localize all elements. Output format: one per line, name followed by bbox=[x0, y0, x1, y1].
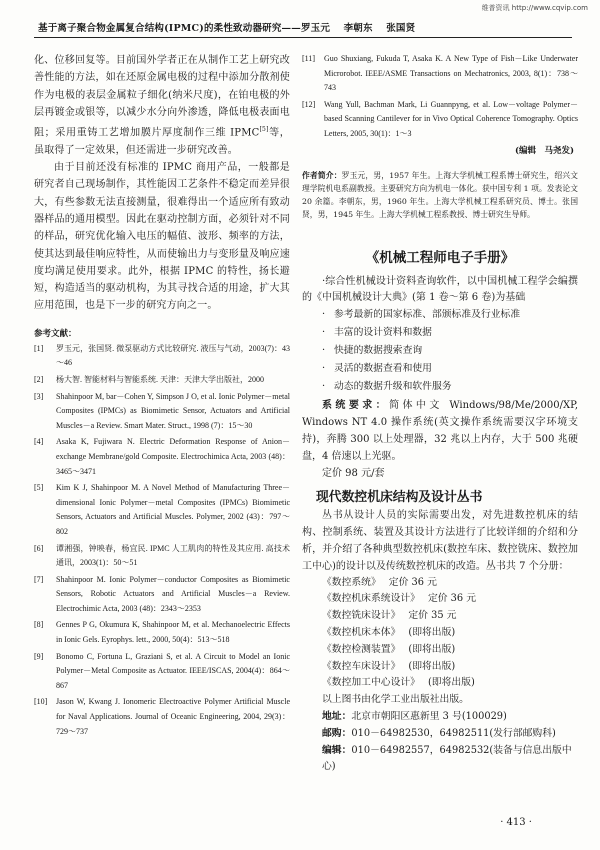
book-price: 定价 36 元 bbox=[427, 593, 477, 605]
reference-item bbox=[34, 373, 290, 388]
book-item bbox=[302, 642, 578, 659]
series-title: 现代数控机床结构及设计丛书 bbox=[316, 489, 483, 505]
reference-text: Gennes P G, Okumura K, Shahinpoor M, et al. Mechanoelectric Effects in Ionic Gels. Eyrophys. lett., 2000, 50(4)：513～518 bbox=[56, 620, 290, 645]
editorial-contact bbox=[302, 743, 578, 777]
book-price: (即将出版) bbox=[408, 626, 456, 638]
book-title: 《数控铣床设计》 bbox=[322, 610, 401, 622]
feature-text: 灵活的数据查看和使用 bbox=[334, 362, 432, 374]
references-heading: 参考文献： bbox=[34, 328, 77, 339]
reference-text: Jason W, Kwang J. Ionomeric Electroactive Polymer Artificial Muscle for Naval Applications. Journal of Oceanic Engineering, 2004, 29(3)：729～737 bbox=[56, 697, 290, 736]
feature-text: 快捷的数据搜索查询 bbox=[334, 344, 423, 356]
reference-item bbox=[34, 481, 290, 539]
reference-item bbox=[34, 542, 290, 571]
author-bio-text: 罗玉元，男，1957 年生。上海大学机械工程系博士研究生，绍兴文理学院机电系副教授。主要研究方向为机电一体化。获中国专利 1 项。发表论文 20 余篇。李朝东，男，1960 年生。上海大学机械工程系研究员、博士。张国贤，男，1945 年生。上海大学机械工程系教授、博士研究生导师。 bbox=[302, 170, 578, 219]
reference-number: [5] bbox=[34, 483, 44, 493]
reference-number: [7] bbox=[34, 574, 44, 584]
reference-text: Shahinpoor M. Ionic Polymer－conductor Composites as Biomimetic Sensors, Robotic Actuators and Artificial Muscles－a Review. Electrochimic Acta, 2003 (48)：2343～2353 bbox=[56, 574, 290, 613]
bullet-dot-icon: · bbox=[322, 344, 326, 356]
system-requirements bbox=[302, 397, 578, 465]
editorial-text: 010－64982557，64982532(装备与信息出版中心) bbox=[322, 744, 572, 773]
book-title: 《数控系统》 bbox=[322, 576, 381, 588]
feature-item bbox=[302, 306, 578, 324]
ad-title: 《机械工程师电子手册》 bbox=[365, 249, 515, 266]
ad-intro: ·综合性机械设计资料查询软件，以中国机械工程学会编撰的《中国机械设计大典》(第 1 卷～第 6 卷)为基础 bbox=[302, 275, 578, 303]
running-head-title: 基于离子聚合物金属复合结构(IPMC)的柔性致动器研究——罗玉元 bbox=[38, 23, 331, 34]
reference-list-continued bbox=[302, 52, 578, 142]
feature-list bbox=[302, 306, 578, 396]
reference-number: [10] bbox=[34, 697, 48, 707]
book-title: 《数控车床设计》 bbox=[322, 660, 401, 672]
body-paragraph-1 bbox=[34, 52, 290, 159]
book-title: 《数控机床本体》 bbox=[322, 626, 401, 638]
book-price: 定价 35 元 bbox=[408, 610, 457, 622]
reference-text: Wang Yull, Bachman Mark, Li Guannpyng, et al. Low－voltage Polymer－based Scanning Cantilever for in Vivo Optical Coherence Tomography. Optics Letters, 2005, 30(1)：1～3 bbox=[324, 99, 578, 138]
book-item bbox=[302, 625, 578, 642]
reference-text: Asaka K, Fujiwara N. Electric Deformation Response of Anion－exchange Membrane/gold Composite. Electrochimica Acta, 2003 (48)：3465～3471 bbox=[56, 437, 290, 476]
reference-number: [9] bbox=[34, 651, 44, 661]
requirement-label: 系统要求： bbox=[322, 399, 390, 411]
reference-text: Guo Shuxiang, Fukuda T, Asaka K. A New Type of Fish－Like Underwater Microrobot. IEEE/ASME Transactions on Mechatronics, 2003, 8(1)：738～743 bbox=[324, 54, 578, 93]
price: 定价 98 元/套 bbox=[322, 467, 385, 479]
reference-number: [6] bbox=[34, 543, 44, 553]
reference-number: [12] bbox=[302, 99, 316, 109]
reference-list bbox=[34, 342, 290, 739]
reference-text: Kim K J, Shahinpoor M. A Novel Method of Manufacturing Three－dimensional Ionic Polymer－metal Composites (IPMCs) Biomimetic Sensors, Actuators and Artificial Muscles. Polymer, 2002 (43)：797～802 bbox=[56, 483, 290, 536]
reference-number: [4] bbox=[34, 437, 44, 447]
book-price: (即将出版) bbox=[408, 660, 456, 672]
editorial-label: 编辑： bbox=[322, 744, 352, 756]
book-title: 《数控检测装置》 bbox=[322, 643, 401, 655]
requirement-text: 简体中文 Windows/98/Me/2000/XP, Windows NT 4.0 操作系统(英文操作系统需要汉字环境支持)，奔腾 300 以上处理器，32 兆以上内存，大于 500 兆硬盘，4 倍速以上光驱。 bbox=[302, 399, 578, 462]
feature-item bbox=[302, 342, 578, 360]
reference-text: 杨大智. 智能材料与智能系统. 天津：天津大学出版社，2000 bbox=[56, 374, 264, 384]
postal-label: 邮购： bbox=[322, 727, 352, 739]
watermark: 维普资讯 http://www.cqvip.com bbox=[481, 4, 588, 12]
book-item bbox=[302, 659, 578, 676]
bullet-dot-icon: · bbox=[322, 362, 326, 374]
para1-text: 化、位移回复等。目前国外学者正在从制作工艺上研究改善性能的方法，如在还原金属电极的过程中添加分散剂使作为电极的表层金属粒子细化(纳米尺度)，在铂电极的外层再镀金或银等，以减少水分向外渗透，降低电极表面电阻；采用重铸工艺增加膜片厚度制作三维 IPMC bbox=[34, 55, 290, 139]
reference-number: [11] bbox=[302, 54, 316, 63]
book-title: 《数控加工中心设计》 bbox=[322, 677, 420, 689]
feature-item bbox=[302, 324, 578, 342]
running-head-author-3: 张国贤 bbox=[386, 23, 416, 34]
bullet-dot-icon: · bbox=[322, 380, 326, 392]
reference-item bbox=[34, 573, 290, 617]
reference-item bbox=[34, 342, 290, 371]
reference-item bbox=[302, 52, 578, 96]
reference-item bbox=[34, 435, 290, 479]
address-label: 地址： bbox=[322, 710, 352, 722]
body-paragraph-2: 由于目前还没有标准的 IPMC 商用产品，一般都是研究者自己现场制作，其性能因工艺条件不稳定而差异很大，有些参数无法直接测量，很难得出一个适应所有致动器样品的通用模型。因此在驱动控制方面，必须针对不同的样品，研究优化输入电压的幅值、波形、频率的方法，使其达到最佳响应特性，从而使输出力与变形量及响应速度均满足使用要求。此外，根据 IPMC 的特性，扬长避短，构造适当的驱动机构，为其寻找合适的用途，扩大其应用范围，也是下一步的研究方向之一。 bbox=[34, 162, 290, 312]
book-item bbox=[302, 591, 578, 608]
bullet-dot-icon: · bbox=[322, 308, 326, 320]
author-label: 作者简介： bbox=[302, 170, 342, 180]
reference-item bbox=[34, 650, 290, 694]
editor-note: (编辑 马尧发) bbox=[514, 145, 574, 156]
series-intro: 丛书从设计人员的实际需要出发，对先进数控机床的结构、控制系统、装置及其设计方法进行了比较详细的介绍和分析，并介绍了各种典型数控机床(数控车床、数控铣床、数控加工中心)的设计以及传统数控机床的改造。丛书共 7 个分册： bbox=[302, 509, 578, 572]
book-title: 《数控机床系统设计》 bbox=[322, 593, 420, 605]
book-price: 定价 36 元 bbox=[388, 576, 437, 588]
postal-text: 010－64982530，64982511(发行部邮购科) bbox=[351, 727, 556, 739]
reference-text: 罗玉元，张国贤. 微泵驱动方式比较研究. 液压与气动，2003(7)：43～46 bbox=[56, 343, 290, 368]
right-column bbox=[302, 52, 578, 822]
reference-text: Shahinpoor M, bar－Cohen Y, Simpson J O, et al. Ionic Polymer－metal Composites (IPMCs) as Biomimetic Sensor, Actuators and Artificial Muscles－a Review. Smart Mater. Struct., 1998 (7)：15～30 bbox=[56, 391, 290, 430]
feature-text: 丰富的设计资料和数据 bbox=[334, 326, 432, 338]
reference-text: 谭湘强，钟映春，杨宜民. IPMC 人工肌肉的特性及其应用. 高技术通讯，2003(1)：50～51 bbox=[56, 543, 290, 568]
reference-number: [3] bbox=[34, 391, 44, 401]
publisher-note: 以上图书由化学工业出版社出版。 bbox=[322, 694, 469, 706]
address-text: 北京市朝阳区惠新里 3 号(100029) bbox=[351, 710, 507, 722]
book-price: (即将出版) bbox=[408, 643, 456, 655]
left-column bbox=[34, 52, 290, 827]
reference-number: [1] bbox=[34, 343, 44, 353]
reference-number: [2] bbox=[34, 374, 44, 384]
running-head bbox=[38, 20, 563, 34]
author-bio bbox=[302, 169, 578, 221]
reference-item bbox=[34, 390, 290, 434]
reference-item bbox=[302, 98, 578, 142]
header-rule bbox=[34, 37, 572, 38]
book-item bbox=[302, 575, 578, 592]
para1-end: 等，虽取得了一定效果，但还需进一步研究改善。 bbox=[34, 127, 290, 156]
reference-item bbox=[34, 695, 290, 739]
bullet-dot-icon: · bbox=[322, 326, 326, 338]
feature-item bbox=[302, 360, 578, 378]
running-head-author-2: 李朝东 bbox=[343, 23, 373, 34]
book-item bbox=[302, 675, 578, 692]
page-number: · 413 · bbox=[500, 817, 532, 828]
address bbox=[302, 709, 578, 726]
reference-number: [8] bbox=[34, 620, 44, 630]
reference-item bbox=[34, 618, 290, 647]
postal-order bbox=[302, 726, 578, 743]
feature-item bbox=[302, 378, 578, 396]
feature-text: 参考最新的国家标准、部颁标准及行业标准 bbox=[334, 308, 521, 320]
feature-text: 动态的数据升级和软件服务 bbox=[334, 380, 452, 392]
book-item bbox=[302, 608, 578, 625]
book-price: (即将出版) bbox=[427, 677, 475, 689]
citation-5: [5] bbox=[259, 126, 269, 134]
book-list bbox=[302, 575, 578, 693]
reference-text: Bonomo C, Fortuna L, Graziani S, et al. A Circuit to Model an Ionic Polymer－Metal Composite as Actuator. IEEE/ISCAS, 2004(4)：864～867 bbox=[56, 651, 290, 690]
